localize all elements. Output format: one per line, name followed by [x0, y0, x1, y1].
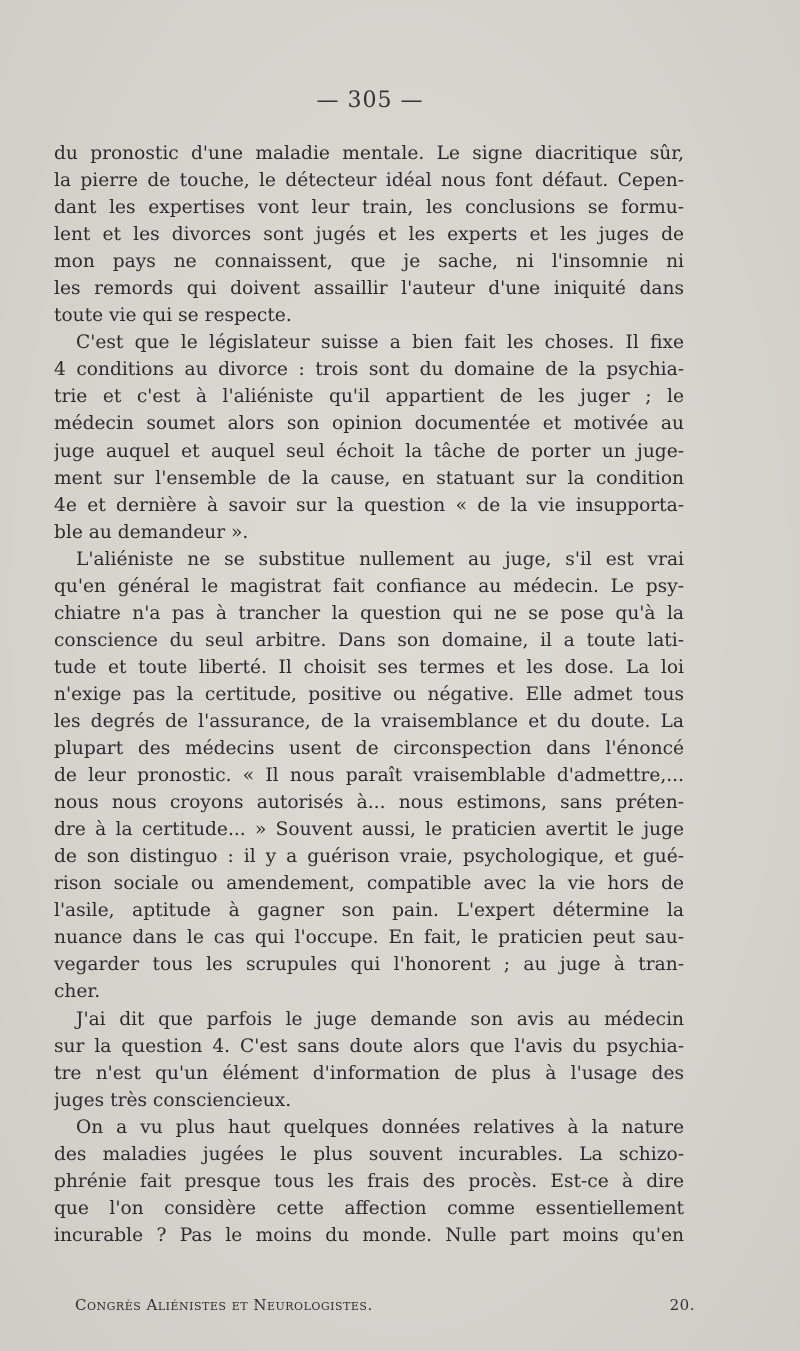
text-line: dre à la certitude... » Souvent aussi, le praticien avertit le juge [54, 819, 684, 841]
text-line: trie et c'est à l'aliéniste qu'il appartient de les juger ; le [54, 386, 684, 408]
text-line: de son distinguo : il y a guérison vraie, psychologique, et gué- [54, 846, 684, 868]
text-line: mon pays ne connaissent, que je sache, ni l'insomnie ni [54, 251, 684, 273]
text-line: médecin soumet alors son opinion documentée et motivée au [54, 413, 684, 435]
text-line: lent et les divorces sont jugés et les experts et les juges de [54, 224, 684, 246]
text-line: cher. [54, 981, 101, 1003]
text-line: du pronostic d'une maladie mentale. Le signe diacritique sûr, [54, 143, 684, 164]
text-line: On a vu plus haut quelques données relatives à la nature [76, 1116, 684, 1138]
signature-mark: 20. [669, 1296, 695, 1314]
text-line: J'ai dit que parfois le juge demande son avis au médecin [76, 1008, 684, 1030]
text-line: sur la question 4. C'est sans doute alors que l'avis du psychia- [54, 1035, 684, 1057]
text-line: incurable ? Pas le moins du monde. Nulle part moins qu'en [54, 1224, 684, 1246]
text-line: ment sur l'ensemble de la cause, en statuant sur la condition [54, 467, 684, 489]
text-line: des maladies jugées le plus souvent incurables. La schizo- [54, 1143, 684, 1165]
text-line: plupart des médecins usent de circonspection dans l'énoncé [54, 738, 684, 760]
text-line: C'est que le législateur suisse a bien fait les choses. Il fixe [76, 332, 684, 354]
text-line: de leur pronostic. « Il nous paraît vraisemblable d'admettre,... [54, 765, 684, 787]
text-line: 4e et dernière à savoir sur la question « de la vie insupporta- [54, 494, 684, 516]
text-line: toute vie qui se respecte. [54, 305, 292, 327]
text-line: la pierre de touche, le détecteur idéal nous font défaut. Cepen- [54, 170, 684, 192]
body-text [54, 140, 684, 1249]
text-line: 4 conditions au divorce : trois sont du domaine de la psychia- [54, 359, 684, 381]
text-line: vegarder tous les scrupules qui l'honorent ; au juge à tran- [54, 954, 684, 976]
text-line: ble au demandeur ». [54, 521, 249, 543]
text-line: nuance dans le cas qui l'occupe. En fait, le praticien peut sau- [54, 927, 684, 949]
text-line: l'asile, aptitude à gagner son pain. L'expert détermine la [54, 900, 684, 922]
text-line: les degrés de l'assurance, de la vraisemblance et du doute. La [54, 710, 684, 732]
text-line: rison sociale ou amendement, compatible avec la vie hors de [54, 873, 684, 895]
text-line: que l'on considère cette affection comme essentiellement [54, 1197, 684, 1219]
text-line: conscience du seul arbitre. Dans son domaine, il a toute lati- [54, 629, 684, 651]
text-line: les remords qui doivent assaillir l'auteur d'une iniquité dans [54, 278, 684, 300]
text-line: nous nous croyons autorisés à... nous estimons, sans préten- [54, 792, 684, 814]
text-line: chiatre n'a pas à trancher la question qui ne se pose qu'à la [54, 602, 684, 624]
text-line: tre n'est qu'un élément d'information de plus à l'usage des [54, 1062, 684, 1084]
text-line: dant les expertises vont leur train, les conclusions se formu- [54, 197, 684, 219]
text-line: juge auquel et auquel seul échoit la tâche de porter un juge- [54, 440, 684, 462]
text-line: tude et toute liberté. Il choisit ses termes et les dose. La loi [54, 656, 684, 678]
text-line: L'aliéniste ne se substitue nullement au juge, s'il est vrai [76, 548, 684, 570]
text-line: n'exige pas la certitude, positive ou négative. Elle admet tous [54, 683, 684, 705]
running-footer-title: Congrès Aliénistes et Neurologistes. [75, 1296, 373, 1314]
text-line: phrénie fait presque tous les frais des procès. Est-ce à dire [54, 1170, 684, 1192]
page-number: — 305 — [316, 88, 424, 113]
text-line: juges très consciencieux. [54, 1089, 292, 1111]
text-line: qu'en général le magistrat fait confiance au médecin. Le psy- [54, 575, 684, 597]
